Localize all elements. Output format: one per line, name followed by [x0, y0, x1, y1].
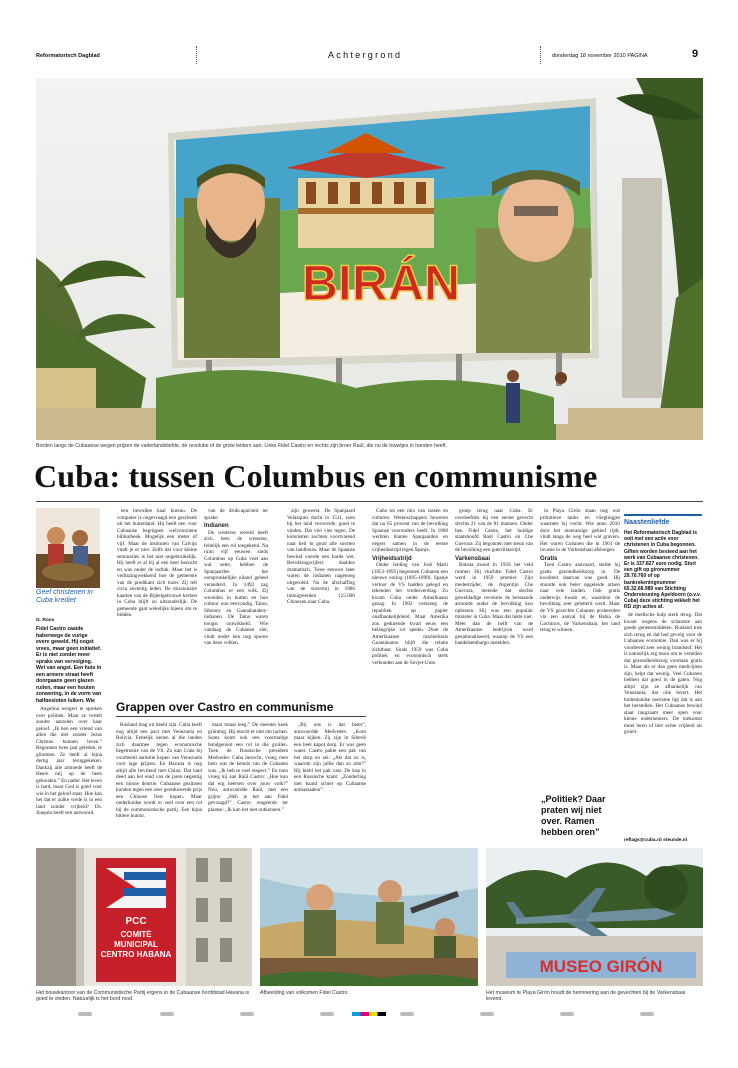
sidebar-title: Naastenliefde [624, 519, 670, 526]
masthead [36, 46, 702, 68]
caption-mural: Afbeelding van volkomen Fidel Castro. [260, 990, 349, 996]
dateline: donderdag 18 november 2010 PAGINA [552, 53, 648, 59]
registration-mark [240, 1012, 254, 1016]
billboard-illustration [36, 78, 703, 440]
registration-mark [480, 1012, 494, 1016]
byline-author: G. Roos [36, 618, 55, 623]
subhead-vrijheidsstrijd: Vrijheidsstrijd [372, 555, 412, 562]
headline: Cuba: tussen Columbus en communisme [34, 458, 598, 494]
subarticle-column-a: Rusland mag uit beeld zijn. Cuba heeft nog altijd een pact met Venezuela en Bolivia. Feitelijk kenen al die landen zich daarmee tegen economische hegemonie van de VS. Zo kan Cuba bij voorbeeld aardolie kopen van Venezuela voor lage prijzen. En Havana is nog altijd alle bevriend met China. Dat land deed aan het eind van de jaren negentig een mooie deurtie. Cubaanse gezinnen konden tegen een zeer gereduceerde prijs een Chinese fiets kopen. Maar onderhuidse wordt er veel over een rol bij de communistische partij. Een bijna bittere humor. [116, 722, 202, 819]
column-8: de medische hulp sterk terug. Dat kwam wegens de schaarste aan goede geneesmiddelen. Rusland trok zich terug en dat had gevolg voor de Cubaanse economie. Dan was er bij voorbeeld zeer weinig brandstof. Het is natuurlijk erg mooi om te vertellen dat gezondheidszorg voortaan gratis is. Maar als er dan geen medicijnen zijn, helpt dat weinig. Veel Cubanen hebben dat goed in de gaten. Nog altijd zijn ze afhankelijk van Venezuela, dat olie levert. Het buitenlandse toerisme ligt dat is aan het herstellen. Het Cubaanse bewind staat langzaam meer open voor kleine ondernemers. De toekomst moet leren of hier echte vrijheid uit groeit. [624, 612, 702, 735]
photo-museo-giron [486, 848, 703, 986]
headline-rule [36, 501, 703, 502]
column-4: zijn geweest. De Spanjaard Velázquez dacht in 1511, toen hij het land veroverde, goed te vinden. Dat viel vies tegen. De kolonisten zochten voortvarend naar heil in goud alle soorten van landbouw. Maar de Spaanse bewind voerde een harde wet. Bevolkingscijfers daalden dramatisch. Twee eeuwen later waren de indianen nagenoeg uitgeroeid. Na de afschaffing van de slavernij in 1886 immigreerden 125.000 Chinezen naar Cuba. [287, 508, 355, 605]
color-bar [352, 1012, 386, 1016]
intro-text: Fidel Castro zaaide haberwege de vurige evere geweld. Hij oogst vrees, maar geen initiatief. Er is niet zonder meer sprake van vervolging. Wel van angst. Een huis in een armere straat heeft doorgaans geen glazen ruiten, maar een houten zonwering, in de vorm van halfgesloten luiken. Wie [36, 626, 102, 702]
photo-castro-mural [260, 848, 478, 986]
column-3: van de drukcapaciteit ter sprake. Indianen De westerse wereld heeft zich, lees: de westerse, feitelijk een rol toegekend. Na ruim vijf eeuwen sinds Columbus op Cuba voet aan wal zette, hebben de Spanjaarden het oorspronkelijke eiland geheel veranderd. In 1492 zag Columbus er een volk. Zij woonden in hutten en hun cultuur was eenvoudig. Taino, Siboney en Guanahatabey-indianen. De Taino waren hoogst ontwikkeld. Wie vandaag de Cubanen ziet, vindt onder hen nog sporen van deze volken. [204, 508, 268, 646]
subhead-varkensbaai: Varkensbaai [455, 555, 491, 562]
sidebar-box [624, 514, 702, 611]
pcc-sign-line2: COMITÉ MUNICIPAL CENTRO HABANA [100, 930, 172, 959]
registration-mark [560, 1012, 574, 1016]
photo-pcc-sign [36, 848, 252, 986]
column-6: groep terug naar Cuba. Er overleefden bij een eerste gevecht slechts 21 van de 81 mannen. Onder hen Fidel Castro, het huidige staatshoofd Raúl Castro en Che Guevara. Zij begonnen met steun van de bevolking een guerrillastrijd. Varkensbaai Batista moest in 1958 het veld ruimen. Hij vluchtte. Fidel Castro werd in 1959 premier. Zijn medestrijder, de Argentijn Che Guevara, meende dat slechts geweldadige revolutie de bestaande armoede onder de bevolking kon oplossen. Hij was een populair minister in Cuba. Maar dat lukte niet. Meer dan de helft van de Amerikaanse bedrijven werd genationaliseerd, waarop de VS een handelsembargo instelden. [455, 508, 533, 646]
pcc-sign-line1: PCC [125, 916, 147, 927]
registration-mark [400, 1012, 414, 1016]
hero-photo [36, 78, 703, 440]
registration-mark [78, 1012, 92, 1016]
subarticle-headline: Grappen over Castro en communisme [116, 700, 334, 714]
section-name: Achtergrond [328, 50, 403, 60]
sidebar-body: Het Reformatorisch Dagblad is ooit met een actie voor christenen in Cuba begonnen. Giften worden besteed aan het werk van Cubaanse christenen. Er is 337.827 euro nodig. Stort een gift op gironummer 29.70.760 of op bankrekeningnummer 65.32.68.989 van Stichting Ondersteuning Apeldoorn (o.v.v. Cuba) deze stichting wikkelt het RD zijn acties af. [624, 530, 701, 611]
registration-mark [320, 1012, 334, 1016]
byline-photo [36, 508, 100, 588]
subarticle-column-c: „Bij ons is dat beter”, antwoordde Medvedev. „Kom maar kijken. Zij zijn in Siberië een heel kapot dorp. Er was geen water. Castro pakte een pak van het dorp en zei: „Als dat zo is, waarom zijn jullie dan zo arm?” Hij hield het pak vast. De kop in een Russische krant: „Zonderling met baard schiet op Cubaanse ambassadeur”. [294, 722, 366, 793]
column-5: Cuba tot een mix van rassen en culturen. Wetenschappers beweren dat nu 65 procent van de bevolking Spaanse voorouders heeft. In 1868 werkten blanke Spanjaarden en negers samen in de eerste vrijheidsstrijd tegen Spanje. Vrijheidsstrijd Onder leiding van José Martí (1853-1895) begonnen Cubanen een nieuwe oorlog (1895-1898). Spanje verloor de VS hadden gelegd en tekenden het vredesverdrag. Zo kwam Cuba onder Amerikaans gezag. In 1902 verkreeg de republiek op papier onafhankelijkheid. Maar Amerika zou gedurende kwart eeuw een belangrijke rol spelen. Door de Amerikaanse marinebasis Guantánamo blijft die relatie zichtbaar. Sinds 1959 was Cuba politiek en economisch sterk verbonden aan de Sovjet-Unie. [372, 508, 448, 666]
billboard-text: BIRÁN [301, 255, 461, 311]
hero-caption: Borden langs de Cubaanse wegen prijzen de vaderlandsliefde, de revolutie of de grote leiders aan. Links Fidel Castro en rechts zijn broer Raúl, die nu de touwtjes in handen heeft. [36, 443, 447, 449]
footer-email: reflags@cuba.rd steunde.nl [624, 838, 688, 843]
subhead-gratis: Gratis [540, 555, 558, 562]
caption-museum: Het museum te Playa Girón houdt de herinnering aan de gevechten bij de Varkensbaai levend. [486, 990, 686, 1002]
column-2: een bewolkte kaal bureau. De computer is ongevraagd een geschenk uit het buitenland. Hij heeft een voor Cubaanse begrippen welvoorziene bibliotheek. Mogelijk een meter of vijf. Maar de instituten van Calvijn vindt je er niet. Zelfs dat voor kleine seminaries is het niet ongebruikelijk. Hij heeft er al bij al een keer bezocht en was onder de indruk. Maar het is verbazingwekkend hoe de gemeente van de predikant zich inzet. Zij telt circa zeventig leden. De missionaire kaarten van de Bijbelgetrouwe kerken in Cuba blijft zo uitzonderlijk. De gemeente gaat wekelijks bijeen om te bidden. [117, 508, 197, 618]
registration-mark [160, 1012, 174, 1016]
museum-sign: MUSEO GIRÓN [539, 957, 663, 976]
registration-mark [640, 1012, 654, 1016]
subarticle-column-b: maar totaal leeg.” De meester keek grimmig. Hij mocht er niet om lachen. Soms komt ook een voormalige bondgenoot een rol in die grollen. Toen de Russische president Medvedev Cuba bezocht, vroeg men hem wat de kennis van de Cubanen was. „Ik heb te veel respect.” En toen vroeg hij aan Raúl Castro: „Hoe kun dat erg heersen over jouw volk?” Nou, antwoordde Raúl, met een grijns: „Heb je het aan Fidel gevraagd?” Castro reageerde ter plaatse: „Ik kan het niet ontkennen.” [208, 722, 288, 813]
subarticle-rule [116, 716, 366, 717]
pull-quote: „Politiek? Daar praten wij niet over. Ramen hebben oren” [541, 794, 606, 837]
column-7: in Playa Girón staan nog wat primitieve tanks en vliegtuigjes waarmee hij vocht. Wie anno 2010 door het moerassige gebied rijdt, vindt langs de weg heel wat gravers. Het waren Cubanen die in 1961 de invasie in de Varkensbaai afsloegen. Gratis Toen Castro aanvaard, stelde hij gratis gezondheidszorg in. De kwaliteit daarvan was goed. Hij stuurde ook beter opgeleide artsen naar vele landen. Ook gratis onderwijs kwam er, waardoor de bevolking zeer geletterd werd. Maar de VS gezochte Cubanen probeerden via een aanval bij de Bahía de Cochinos, de Varkensbaai, het land terug te winnen. [540, 508, 620, 633]
column-1: Angelina weigert te spreken over politiek. Maar ze vertelt zonder aarzelen over haar geloof. „Ik ben een vriend van allen die niet zonder Jezus Christus kunnen leven.” Begonnen twee jaar geleden, te glimmen. Ze heeft al bijna dertig jaar teruggekeken. Dankzij alle armoede heeft de Heere mij op de been gehouden.” En nader. Het leven is hard, maar God is goed voor wie in het geloof staat. Hoe kan het dat er zulke vrede is in een land zonder vrijheid? Ds. Joaquin heeft een antwoord. [36, 706, 102, 816]
page-number: 9 [692, 48, 699, 60]
newspaper-name: Reformatorisch Dagblad [36, 53, 100, 59]
promo-text: Geef christenen in Cuba krediet [36, 589, 93, 604]
caption-pcc: Het bouwkantoor van de Communistische Partij ergens in de Cubaanse hoofdstad Havana is goed te vinden. Natuurlijk is het bord rood. [36, 990, 250, 1002]
subhead-indianen: Indianen [204, 523, 229, 529]
